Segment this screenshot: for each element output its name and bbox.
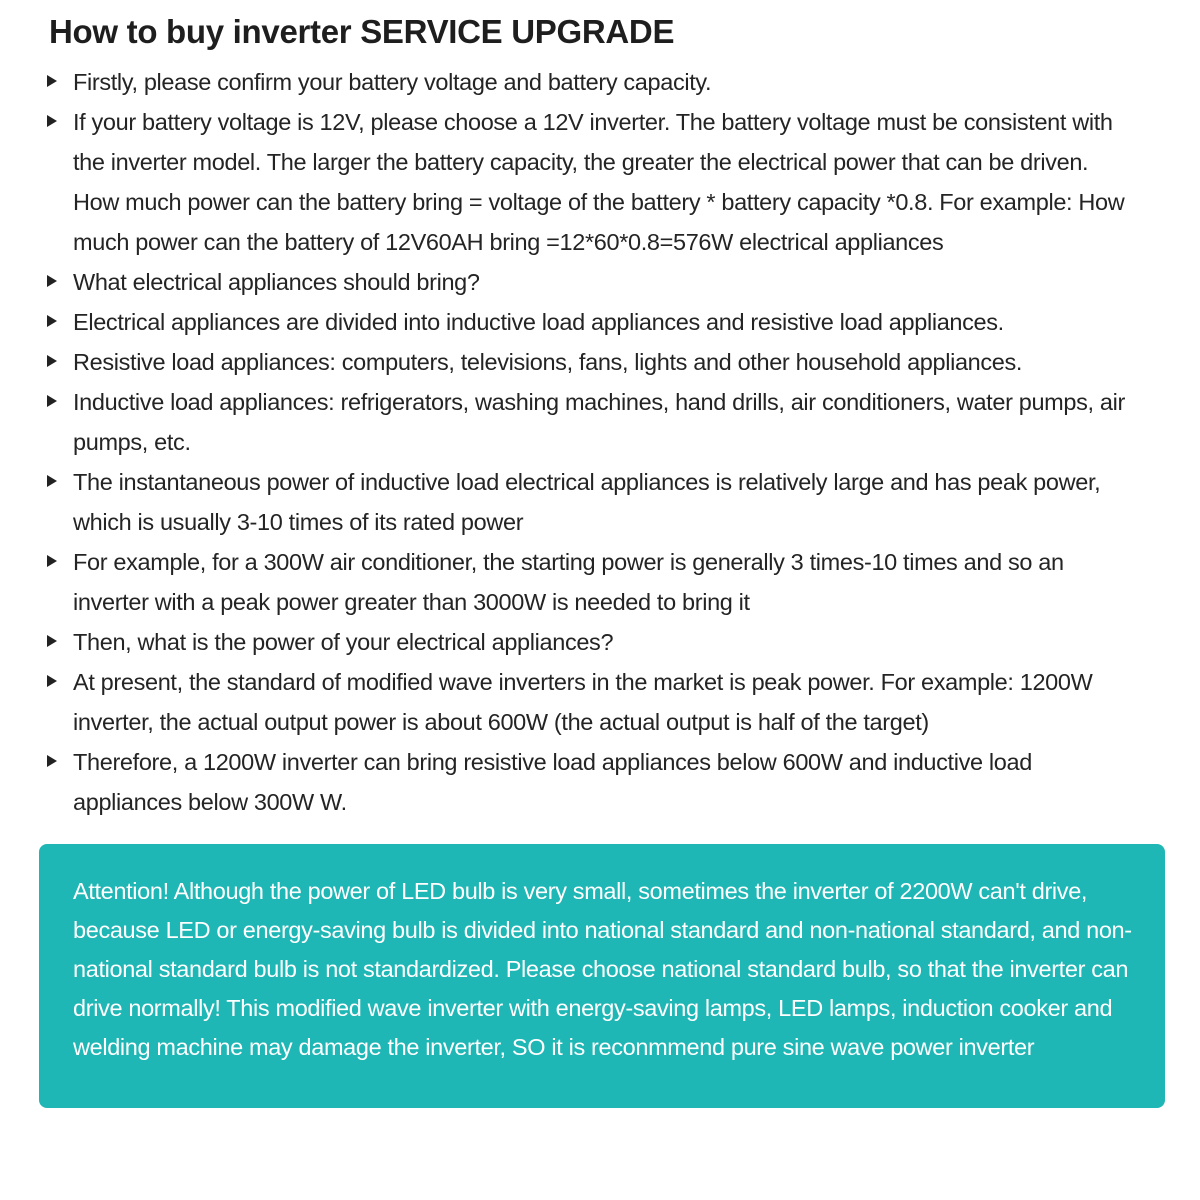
list-item-text: If your battery voltage is 12V, please choose a 12V inverter. The battery voltage must be consistent with the inverter model. The larger the battery capacity, the greater the electrical power that can be driven. How much power can the battery bring = voltage of the battery * battery capacity *0.8. For example: How much power can the battery of 12V60AH bring =12*60*0.8=576W electrical appliances bbox=[73, 109, 1125, 255]
triangle-bullet-icon bbox=[47, 115, 57, 127]
list-item bbox=[44, 262, 1138, 302]
triangle-bullet-icon bbox=[47, 475, 57, 487]
list-item-text: Electrical appliances are divided into inductive load appliances and resistive load appliances. bbox=[73, 309, 1004, 335]
list-item-text: Resistive load appliances: computers, televisions, fans, lights and other household appliances. bbox=[73, 349, 1023, 375]
list-item bbox=[44, 382, 1138, 462]
triangle-bullet-icon bbox=[47, 275, 57, 287]
triangle-bullet-icon bbox=[47, 755, 57, 767]
list-item bbox=[44, 62, 1138, 102]
triangle-bullet-icon bbox=[47, 355, 57, 367]
triangle-bullet-icon bbox=[47, 75, 57, 87]
triangle-bullet-icon bbox=[47, 315, 57, 327]
list-item-text: The instantaneous power of inductive load electrical appliances is relatively large and has peak power, which is usually 3-10 times of its rated power bbox=[73, 469, 1101, 535]
list-item bbox=[44, 342, 1138, 382]
list-item bbox=[44, 742, 1138, 822]
list-item bbox=[44, 462, 1138, 542]
list-item bbox=[44, 302, 1138, 342]
triangle-bullet-icon bbox=[47, 635, 57, 647]
triangle-bullet-icon bbox=[47, 675, 57, 687]
list-item-text: Therefore, a 1200W inverter can bring resistive load appliances below 600W and inductive load appliances below 300W W. bbox=[73, 749, 1032, 815]
list-item-text: What electrical appliances should bring? bbox=[73, 269, 480, 295]
list-item bbox=[44, 662, 1138, 742]
list-item-text: At present, the standard of modified wave inverters in the market is peak power. For example: 1200W inverter, the actual output power is about 600W (the actual output is half of the target) bbox=[73, 669, 1093, 735]
triangle-bullet-icon bbox=[47, 555, 57, 567]
list-item-text: For example, for a 300W air conditioner, the starting power is generally 3 times-10 times and so an inverter with a peak power greater than 3000W is needed to bring it bbox=[73, 549, 1064, 615]
list-item-text: Inductive load appliances: refrigerators, washing machines, hand drills, air conditioners, water pumps, air pumps, etc. bbox=[73, 389, 1125, 455]
page-title: How to buy inverter SERVICE UPGRADE bbox=[49, 13, 675, 50]
list-item bbox=[44, 622, 1138, 662]
list-item bbox=[44, 102, 1138, 262]
list-item bbox=[44, 542, 1138, 622]
list-item-text: Firstly, please confirm your battery voltage and battery capacity. bbox=[73, 69, 712, 95]
instruction-list bbox=[44, 62, 1138, 822]
triangle-bullet-icon bbox=[47, 395, 57, 407]
list-item-text: Then, what is the power of your electrical appliances? bbox=[73, 629, 614, 655]
attention-box bbox=[39, 844, 1165, 1108]
attention-text: Attention! Although the power of LED bulb is very small, sometimes the inverter of 2200W can't drive, because LED or energy-saving bulb is divided into national standard and non-national standard, and non-national standard bulb is not standardized. Please choose national standard bulb, so that the inverter can drive normally! This modified wave inverter with energy-saving lamps, LED lamps, induction cooker and welding machine may damage the inverter, SO it is reconmmend pure sine wave power inverter bbox=[73, 878, 1132, 1060]
